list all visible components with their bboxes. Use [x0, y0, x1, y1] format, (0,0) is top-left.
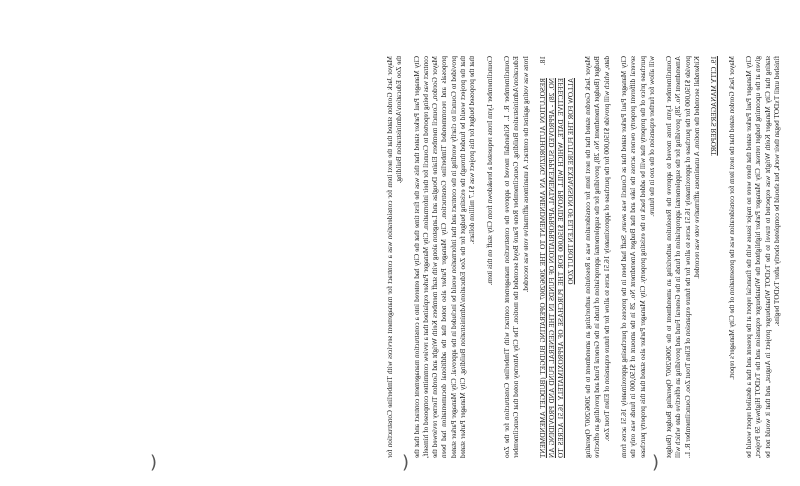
binding-hole-mark: )	[402, 452, 410, 473]
paragraph-report-details: City Manager Paul Parker stated that there were no major issues with the financial report at the present and that a detailed report would be given at the upcoming budget retreat. City Manager Parker highlighted the Whataburger expansion and the TxDOT Highway 59 Project, stating that City Manager Keith Wright was expected to travel to the TxDOT Whataburger project in August, and that it would not be finished until TxDOT began their work, but should be completed shortly after TxDOT begins.	[744, 56, 781, 458]
binding-hole-mark: )	[150, 452, 158, 473]
agenda-item-number: 18.	[538, 56, 547, 65]
binding-hole-mark: )	[652, 452, 660, 473]
section-heading-city-managers-report: 19. CITY MANAGER'S REPORT	[710, 56, 719, 156]
paragraph-zoo-contract-intro: Mayor Jack Gordon stated that the next item for consideration was a contract for management services with Timberline Construction for the Zoo Education/Administration Building.	[385, 56, 404, 458]
paragraph-report-intro: Mayor Jack Gordon stated that the next item for consideration was the presentation of the City Manager's report.	[727, 56, 736, 380]
paragraph-budget-amendment-intro: Mayor Jack Gordon stated that the next item for consideration was a Resolution authorizing an amendment to the 2006/2007 Operating Budget (Budget Amendment No. 28), providing for the supplemental appropriation of funds in the General Fund and providing an effective date, which will provide $150,000 for the purchase of approximately 16.51 acres to allow for the future expansion of Ellen Trout Zoo.	[583, 56, 611, 458]
paragraph-budget-motion: Councilmember Lynn Irons moved to approve the Resolution authorizing an amendment to the 2006/2007 Operating Budget (Budget Amendment No. 28), providing for the supplemental appropriation of funds in the General Fund and providing an effective date which will provide $150,000 for the purchase of approximately 16.51 acres to allow for the future expansion of Ellen Trout Zoo. Councilmember R. L. Kirkendall seconded the motion. A unanimous affirmative vote was recorded.	[665, 56, 701, 459]
paragraph-contract-motion: Councilmember R. L. Kirkendall moved to approve the construction management contract with Timberline Construction for the Zoo Education/Administration Building. Councilmember Rene Fauré Boyd seconded the motion. The City Attorney noted that Councilmember Irons was voting against the contract. A unanimous affirmative vote was recorded.	[502, 56, 530, 458]
document-text	[386, 56, 790, 458]
agenda-item-18	[539, 56, 576, 458]
paragraph-city-manager-explanation: City Manager Paul Parker stated that this was the first time that the City had entered into a construction management contract and that the contract was being reported to Council for their information. City Manager Parker explained that a review committee composed of himself, Mayor Gordon, Council members Elaine Douglas and Langston along with staff members Keith Wright and Gordon Tierney reviewed the proposals and recommended Timberline Construction. City Manager Parker also noted that the additional documentation had been provided to Council to clarify wording in the contract and that information would be included in the approval. City Manager Parker stated that the project would be funded through the existing budget for the Zoo Education/Administration Building. City Manager Parker stated that the proposed budget for this project was $1.7 million dollars.	[412, 56, 477, 458]
paragraph-land-purchase: City Manager Paul Parker stated that as Council was aware, Staff had been in the process of purchasing approximately 16.51 acres from several different property owners across the lake and that Budget Amendment No. 28 in the amount of $150,000 in funds was only the purchase price of the property that will be added back to the existing property. City Manager Parker also stated that this property purchase will allow for further expansion of the zoo in the future.	[619, 56, 656, 458]
agenda-item-title: RESOLUTION AUTHORIZING AN AMENDMENT TO THE 2006/2007 OPERATING BUDGET (BUDGET AMENDMENT NO. 28) - APPROVED SUPPLEMENTAL APPROPRIATION OF FUNDS IN THE GENERAL FUND AND PROVIDING AN EFFECTIVE DATE, WHICH WILL PROVIDE $150,000 FOR THE PURCHASE OF APPROXIMATELY 16.51 ACRES TO ALLOW FOR THE FUTURE EXPANSION OF ELLEN TROUT ZOO	[538, 78, 575, 458]
paragraph-irons-request: Councilmember Lynn Irons requested a breakdown from City staff on this item.	[485, 56, 494, 286]
